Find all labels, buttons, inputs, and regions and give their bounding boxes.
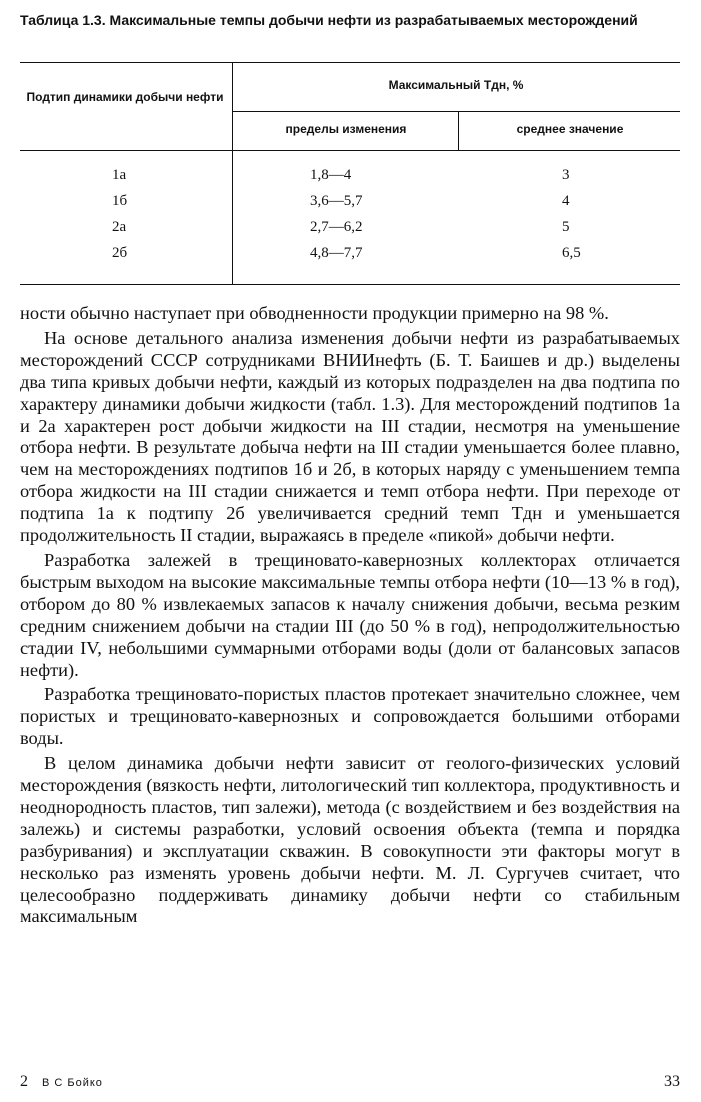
table-header-rule — [20, 150, 680, 151]
row-average: 6,5 — [562, 245, 581, 261]
table-column-divider — [232, 62, 233, 284]
paragraph: Разработка залежей в трещиновато-кавернозных коллекторах отличается быстрым выходом на высокие максимальные темпы отбора нефти (10—13 % в год), отбором до 80 % извлекаемых запасов к началу снижения добычи, весьма резким средним снижением добычи на стадии III (до 50 % в год), непродолжительностью стадии IV, небольшими суммарными отборами воды (доли от балансовых запасов нефти). — [20, 549, 680, 680]
paragraph: В целом динамика добычи нефти зависит от геолого-физических условий месторождения (вязкость нефти, литологический тип коллектора, продуктивность и неоднородность пластов, тип залежи), метода (с воздействием и без воздействия на залежь) и системы разработки, условий освоения объекта (темпа и порядка разбуривания) и эксплуатации скважин. В совокупности эти факторы могут в несколько раз изменять уровень добычи нефти. М. Л. Сургучев считает, что целесообразно поддерживать динамику добычи нефти со стабильным максимальным — [20, 753, 680, 927]
row-average: 4 — [562, 193, 570, 209]
table-top-rule — [20, 62, 680, 63]
page-number: 33 — [664, 1073, 680, 1090]
row-subtype: 2б — [112, 245, 128, 261]
signature-mark — [20, 1072, 103, 1093]
col-average-header: среднее значение — [516, 122, 624, 136]
col-range-header: пределы изменения — [285, 122, 407, 136]
paragraph: На основе детального анализа изменения добычи нефти из разрабатываемых месторождений СССР сотрудниками ВНИИнефть (Б. Т. Баишев и др.) выделены два типа кривых добычи нефти, каждый из которых подразделен на два подтипа по характеру динамики добычи жидкости (табл. 1.3). Для месторождений подтипов 1а и 2а характерен рост добычи жидкости на III стадии, несмотря на уменьшение отбора нефти. В результате добыча нефти на III стадии уменьшается более плавно, чем на месторождениях подтипов 1б и 2б, в которых наряду с уменьшением темпа отбора жидкости на III стадии снижается и темп отбора нефти. При переходе от подтипа 1а к подтипу 2б увеличивается средний темп Tдн и уменьшается продолжительность II стадии, выражаясь в пределе «пикой» добычи нефти. — [20, 327, 680, 546]
row-range: 3,6—5,7 — [310, 193, 363, 209]
row-range: 1,8—4 — [310, 167, 352, 183]
row-subtype: 1б — [112, 193, 128, 209]
col-subtype-header: Подтип динамики добычи нефти — [26, 90, 224, 104]
signature-number: 2 — [20, 1073, 28, 1090]
subheader-divider — [458, 111, 459, 150]
paragraph-continuation: ности обычно наступает при обводненности продукции примерно на 98 %. — [20, 303, 609, 323]
row-range: 2,7—6,2 — [310, 219, 363, 235]
row-subtype: 1а — [112, 167, 127, 183]
group-max-rate-header: Максимальный Tдн, % — [388, 78, 524, 92]
row-average: 5 — [562, 219, 570, 235]
row-average: 3 — [562, 167, 570, 183]
body-text — [20, 303, 680, 931]
group-header-rule — [232, 111, 680, 112]
row-subtype: 2а — [112, 219, 127, 235]
row-range: 4,8—7,7 — [310, 245, 363, 261]
signature-author: В С Бойко — [42, 1077, 103, 1089]
paragraph: Разработка трещиновато-пористых пластов протекает значительно сложнее, чем пористых и трещиновато-кавернозных и сопровождается большими отборами воды. — [20, 684, 680, 749]
table-caption: Таблица 1.3. Максимальные темпы добычи нефти из разрабатываемых месторождений — [20, 12, 638, 28]
table-bottom-rule — [20, 284, 680, 285]
